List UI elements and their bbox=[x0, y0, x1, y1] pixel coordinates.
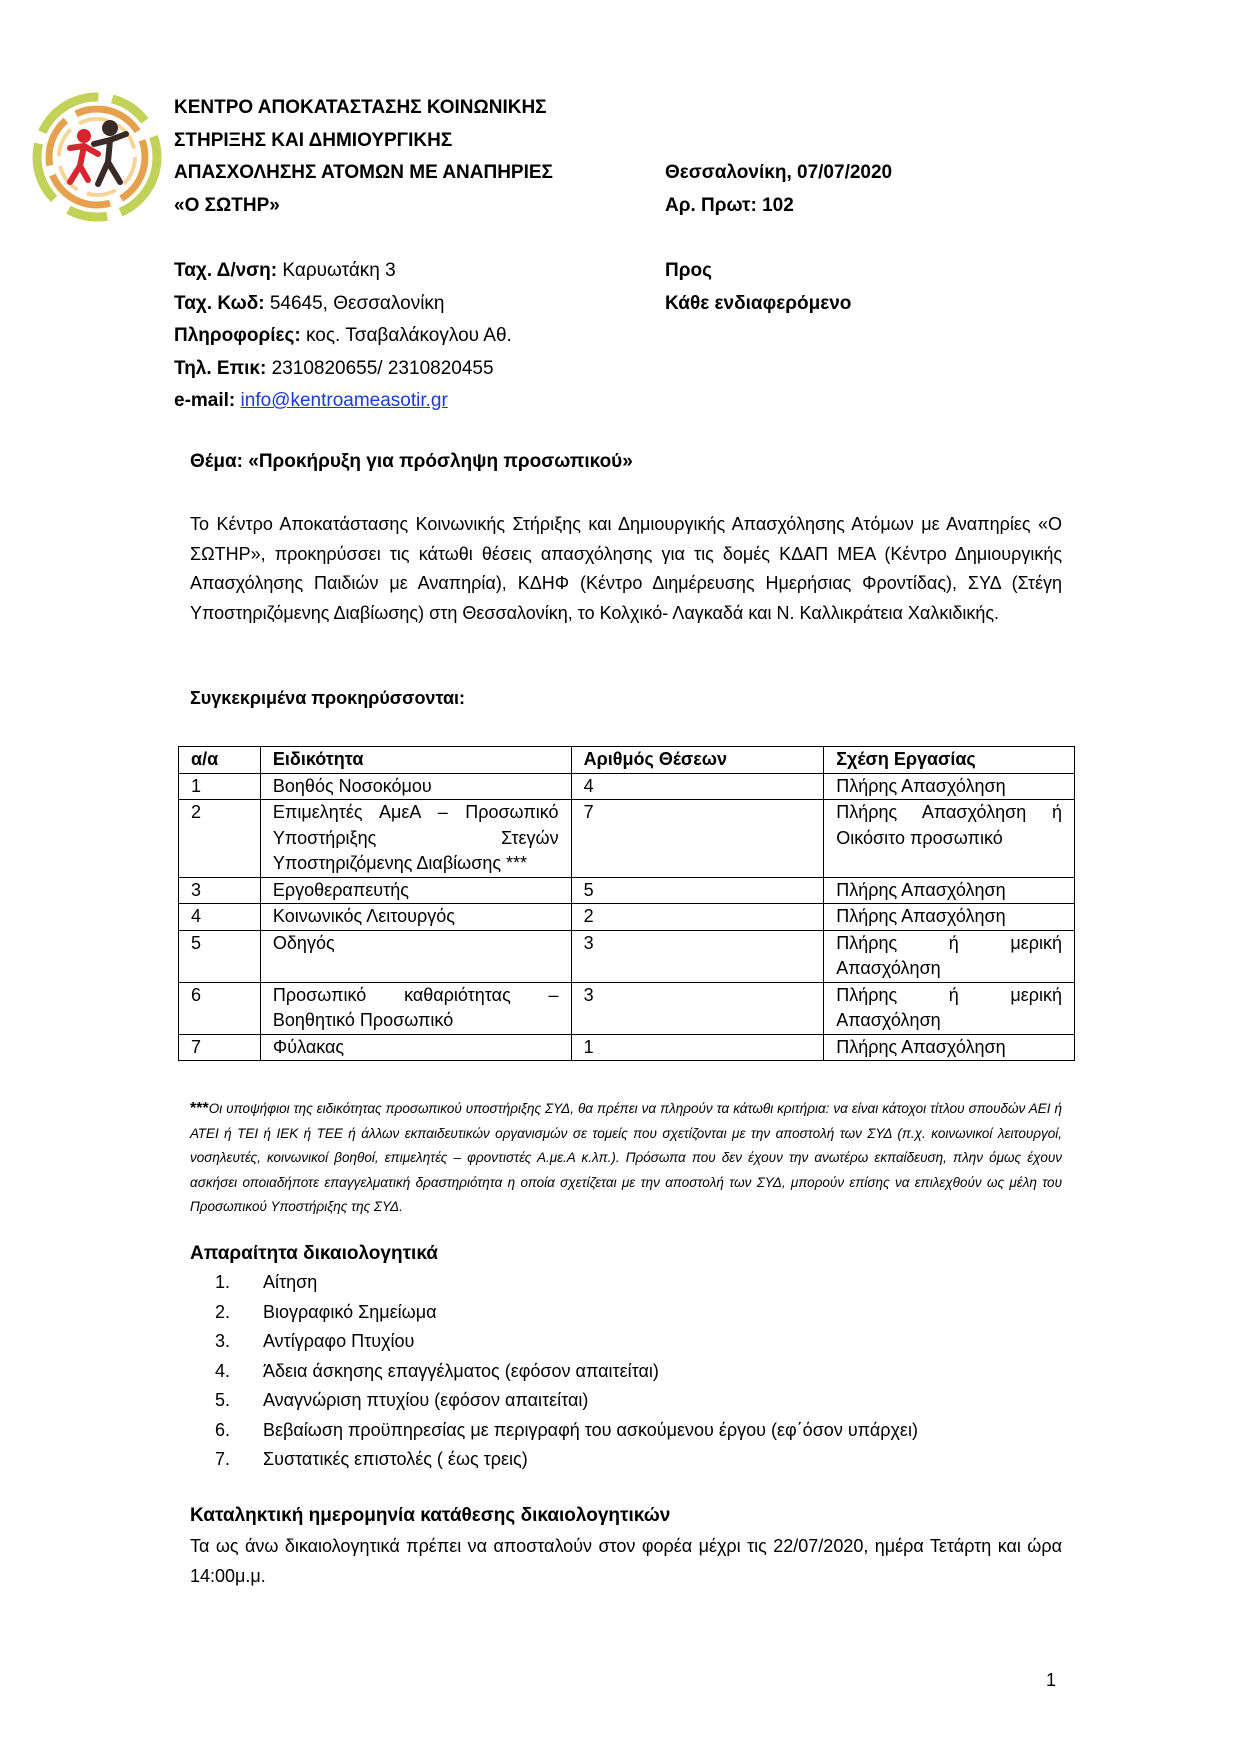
documents-heading: Απαραίτητα δικαιολογητικά bbox=[190, 1243, 438, 1264]
row-employment: Πλήρης ή μερική Απασχόληση bbox=[824, 930, 1075, 982]
row-positions: 3 bbox=[571, 982, 824, 1034]
recipient-value: Κάθε ενδιαφερόμενο bbox=[665, 292, 852, 314]
org-line: ΣΤΗΡΙΞΗΣ ΚΑΙ ΔΗΜΙΟΥΡΓΙΚΗΣ bbox=[174, 129, 453, 151]
table-row bbox=[179, 800, 1075, 878]
org-line: ΚΕΝΤΡΟ ΑΠΟΚΑΤΑΣΤΑΣΗΣ ΚΟΙΝΩΝΙΚΗΣ bbox=[174, 97, 547, 118]
row-employment: Πλήρης Απασχόληση ή Οικόσιτο προσωπικό bbox=[824, 800, 1075, 878]
row-employment: Πλήρης Απασχόληση bbox=[824, 877, 1075, 904]
row-employment: Πλήρης Απασχόληση bbox=[824, 1034, 1075, 1061]
row-number: 6 bbox=[179, 982, 261, 1034]
row-number: 7 bbox=[179, 1034, 261, 1061]
address-value: Καρυωτάκη 3 bbox=[277, 260, 396, 281]
email-link[interactable]: info@kentroameasotir.gr bbox=[240, 390, 448, 411]
place-date: Θεσσαλονίκη, 07/07/2020 bbox=[665, 162, 893, 183]
item-text: Άδεια άσκησης επαγγέλματος (εφόσον απαιτείται) bbox=[263, 1360, 659, 1381]
item-number: 3. bbox=[215, 1331, 231, 1351]
deadline-heading: Καταληκτική ημερομηνία κατάθεσης δικαιολογητικών bbox=[190, 1505, 671, 1526]
list-item bbox=[215, 1386, 918, 1416]
positions-table bbox=[178, 746, 1075, 1061]
organization-name bbox=[174, 92, 553, 222]
info-label: Πληροφορίες: bbox=[174, 325, 301, 346]
list-item bbox=[215, 1416, 918, 1446]
intro-paragraph: Το Κέντρο Αποκατάστασης Κοινωνικής Στήριξης και Δημιουργικής Απασχόλησης Ατόμων με Αναπηρίες «Ο ΣΩΤΗΡ», προκηρύσσει τις κάτωθι θέσεις απασχόλησης για τις δομές ΚΔΑΠ ΜΕΑ (Κέντρο Δημιουργικής Απασχόλησης Παιδιών με Αναπηρία), ΚΔΗΦ (Κέντρο Διημέρευσης Ημερήσιας Φροντίδας), ΣΥΔ (Στέγη Υποστηριζόμενης Διαβίωσης) στη Θεσσαλονίκη, το Κολχικό- Λαγκαδά και Ν. Καλλικράτεια Χαλκιδικής. bbox=[190, 514, 1062, 623]
row-employment: Πλήρης Απασχόληση bbox=[824, 773, 1075, 800]
row-positions: 2 bbox=[571, 904, 824, 931]
list-item bbox=[215, 1445, 918, 1475]
table-row bbox=[179, 982, 1075, 1034]
row-positions: 5 bbox=[571, 877, 824, 904]
item-number: 6. bbox=[215, 1419, 231, 1440]
row-specialty: Κοινωνικός Λειτουργός bbox=[260, 904, 571, 931]
row-number: 1 bbox=[179, 773, 261, 800]
item-number: 4. bbox=[215, 1360, 231, 1381]
recipient-block bbox=[665, 255, 851, 320]
header-cell: α/α bbox=[179, 747, 261, 774]
zip-value: 54645, Θεσσαλονίκη bbox=[264, 292, 445, 314]
row-number: 5 bbox=[179, 930, 261, 982]
table-row bbox=[179, 930, 1075, 982]
page-number: 1 bbox=[1046, 1670, 1057, 1690]
header-cell: Ειδικότητα bbox=[260, 747, 571, 774]
row-employment: Πλήρης Απασχόληση bbox=[824, 904, 1075, 931]
address-label: Ταχ. Δ/νση: bbox=[174, 260, 278, 281]
header-cell: Σχέση Εργασίας bbox=[824, 747, 1075, 774]
email-label: e-mail: bbox=[174, 390, 236, 411]
row-positions: 7 bbox=[571, 800, 824, 878]
item-text: Βιογραφικό Σημείωμα bbox=[263, 1301, 437, 1322]
documents-list bbox=[215, 1268, 918, 1475]
positions-heading: Συγκεκριμένα προκηρύσσονται: bbox=[190, 688, 466, 708]
item-number: 2. bbox=[215, 1301, 231, 1322]
recipient-label: Προς bbox=[665, 260, 712, 281]
item-text: Συστατικές επιστολές ( έως τρεις) bbox=[263, 1449, 528, 1469]
list-item bbox=[215, 1298, 918, 1328]
footnote-text: Οι υποψήφιοι της ειδικότητας προσωπικού υποστήριξης ΣΥΔ, θα πρέπει να πληρούν τα κάτωθι κριτήρια: να είναι κάτοχοι τίτλου σπουδών ΑΕΙ ή ΑΤΕΙ ή ΤΕΙ ή ΙΕΚ ή ΤΕΕ ή άλλων εκπαιδευτικών οργανισμών σε τομείς που σχετίζονται με την αποστολή των ΣΥΔ (π.χ. κοινωνικοί λειτουργοί, νοσηλευτές, κοινωνικοί βοηθοί, επιμελητές – φροντιστές Α.με.Α κ.λπ.). Πρόσωπα που δεν έχουν την ανωτέρω εκπαίδευση, πλην όμως έχουν ασκήσει οποιαδήποτε επαγγελματική δραστηριότητα η οποία σχετίζεται με την αποστολή των ΣΥΔ, μπορούν επίσης να επιλεχθούν ως μέλη του Προσωπικού Υποστήριξης της ΣΥΔ. bbox=[190, 1101, 1062, 1214]
row-number: 3 bbox=[179, 877, 261, 904]
protocol-number: Αρ. Πρωτ: 102 bbox=[665, 194, 794, 216]
row-number: 2 bbox=[179, 800, 261, 878]
organization-logo bbox=[28, 84, 166, 230]
item-text: Αντίγραφο Πτυχίου bbox=[263, 1331, 415, 1351]
item-number: 7. bbox=[215, 1449, 231, 1469]
footnote bbox=[190, 1097, 1062, 1220]
row-specialty: Εργοθεραπευτής bbox=[260, 877, 571, 904]
table-row bbox=[179, 877, 1075, 904]
row-positions: 1 bbox=[571, 1034, 824, 1061]
item-text: Αναγνώριση πτυχίου (εφόσον απαιτείται) bbox=[263, 1390, 589, 1410]
info-value: κος. Τσαβαλάκογλου Αθ. bbox=[300, 325, 512, 346]
phone-line bbox=[174, 353, 512, 386]
table-row bbox=[179, 773, 1075, 800]
deadline-text: Τα ως άνω δικαιολογητικά πρέπει να αποσταλούν στον φορέα μέχρι τις 22/07/2020, ημέρα Τετάρτη και ώρα 14:00μ.μ. bbox=[190, 1536, 1062, 1586]
table-header-row bbox=[179, 747, 1075, 774]
row-specialty: Φύλακας bbox=[260, 1034, 571, 1061]
row-specialty: Επιμελητές ΑμεΑ – Προσωπικό Υποστήριξης Στεγών Υποστηριζόμενης Διαβίωσης *** bbox=[260, 800, 571, 878]
item-number: 1. bbox=[215, 1272, 231, 1292]
phone-value: 2310820655/ 2310820455 bbox=[266, 357, 494, 379]
org-line: «Ο ΣΩΤΗΡ» bbox=[174, 194, 280, 216]
list-item bbox=[215, 1327, 918, 1357]
zip-line bbox=[174, 288, 512, 321]
item-number: 5. bbox=[215, 1390, 231, 1410]
email-line bbox=[174, 385, 512, 418]
row-specialty: Οδηγός bbox=[260, 930, 571, 982]
org-line: ΑΠΑΣΧΟΛΗΣΗΣ ΑΤΟΜΩΝ ΜΕ ΑΝΑΠΗΡΙΕΣ bbox=[174, 162, 553, 183]
phone-label: Τηλ. Επικ: bbox=[174, 357, 267, 379]
date-protocol-block bbox=[665, 157, 892, 222]
row-employment: Πλήρης ή μερική Απασχόληση bbox=[824, 982, 1075, 1034]
header-cell: Αριθμός Θέσεων bbox=[571, 747, 824, 774]
contact-block bbox=[174, 255, 512, 418]
zip-label: Ταχ. Κωδ: bbox=[174, 292, 265, 314]
subject-line: Θέμα: «Προκήρυξη για πρόσληψη προσωπικού» bbox=[190, 451, 633, 472]
table-row bbox=[179, 904, 1075, 931]
row-positions: 3 bbox=[571, 930, 824, 982]
row-specialty: Βοηθός Νοσοκόμου bbox=[260, 773, 571, 800]
footnote-marker: *** bbox=[190, 1100, 209, 1117]
list-item bbox=[215, 1357, 918, 1387]
row-specialty: Προσωπικό καθαριότητας – Βοηθητικό Προσωπικό bbox=[260, 982, 571, 1034]
item-text: Βεβαίωση προϋπηρεσίας με περιγραφή του ασκούμενου έργου (εφ΄όσον υπάρχει) bbox=[263, 1419, 918, 1440]
info-line bbox=[174, 320, 512, 353]
row-number: 4 bbox=[179, 904, 261, 931]
table-row bbox=[179, 1034, 1075, 1061]
row-positions: 4 bbox=[571, 773, 824, 800]
address-line bbox=[174, 255, 512, 288]
list-item bbox=[215, 1268, 918, 1298]
item-text: Αίτηση bbox=[263, 1272, 318, 1292]
